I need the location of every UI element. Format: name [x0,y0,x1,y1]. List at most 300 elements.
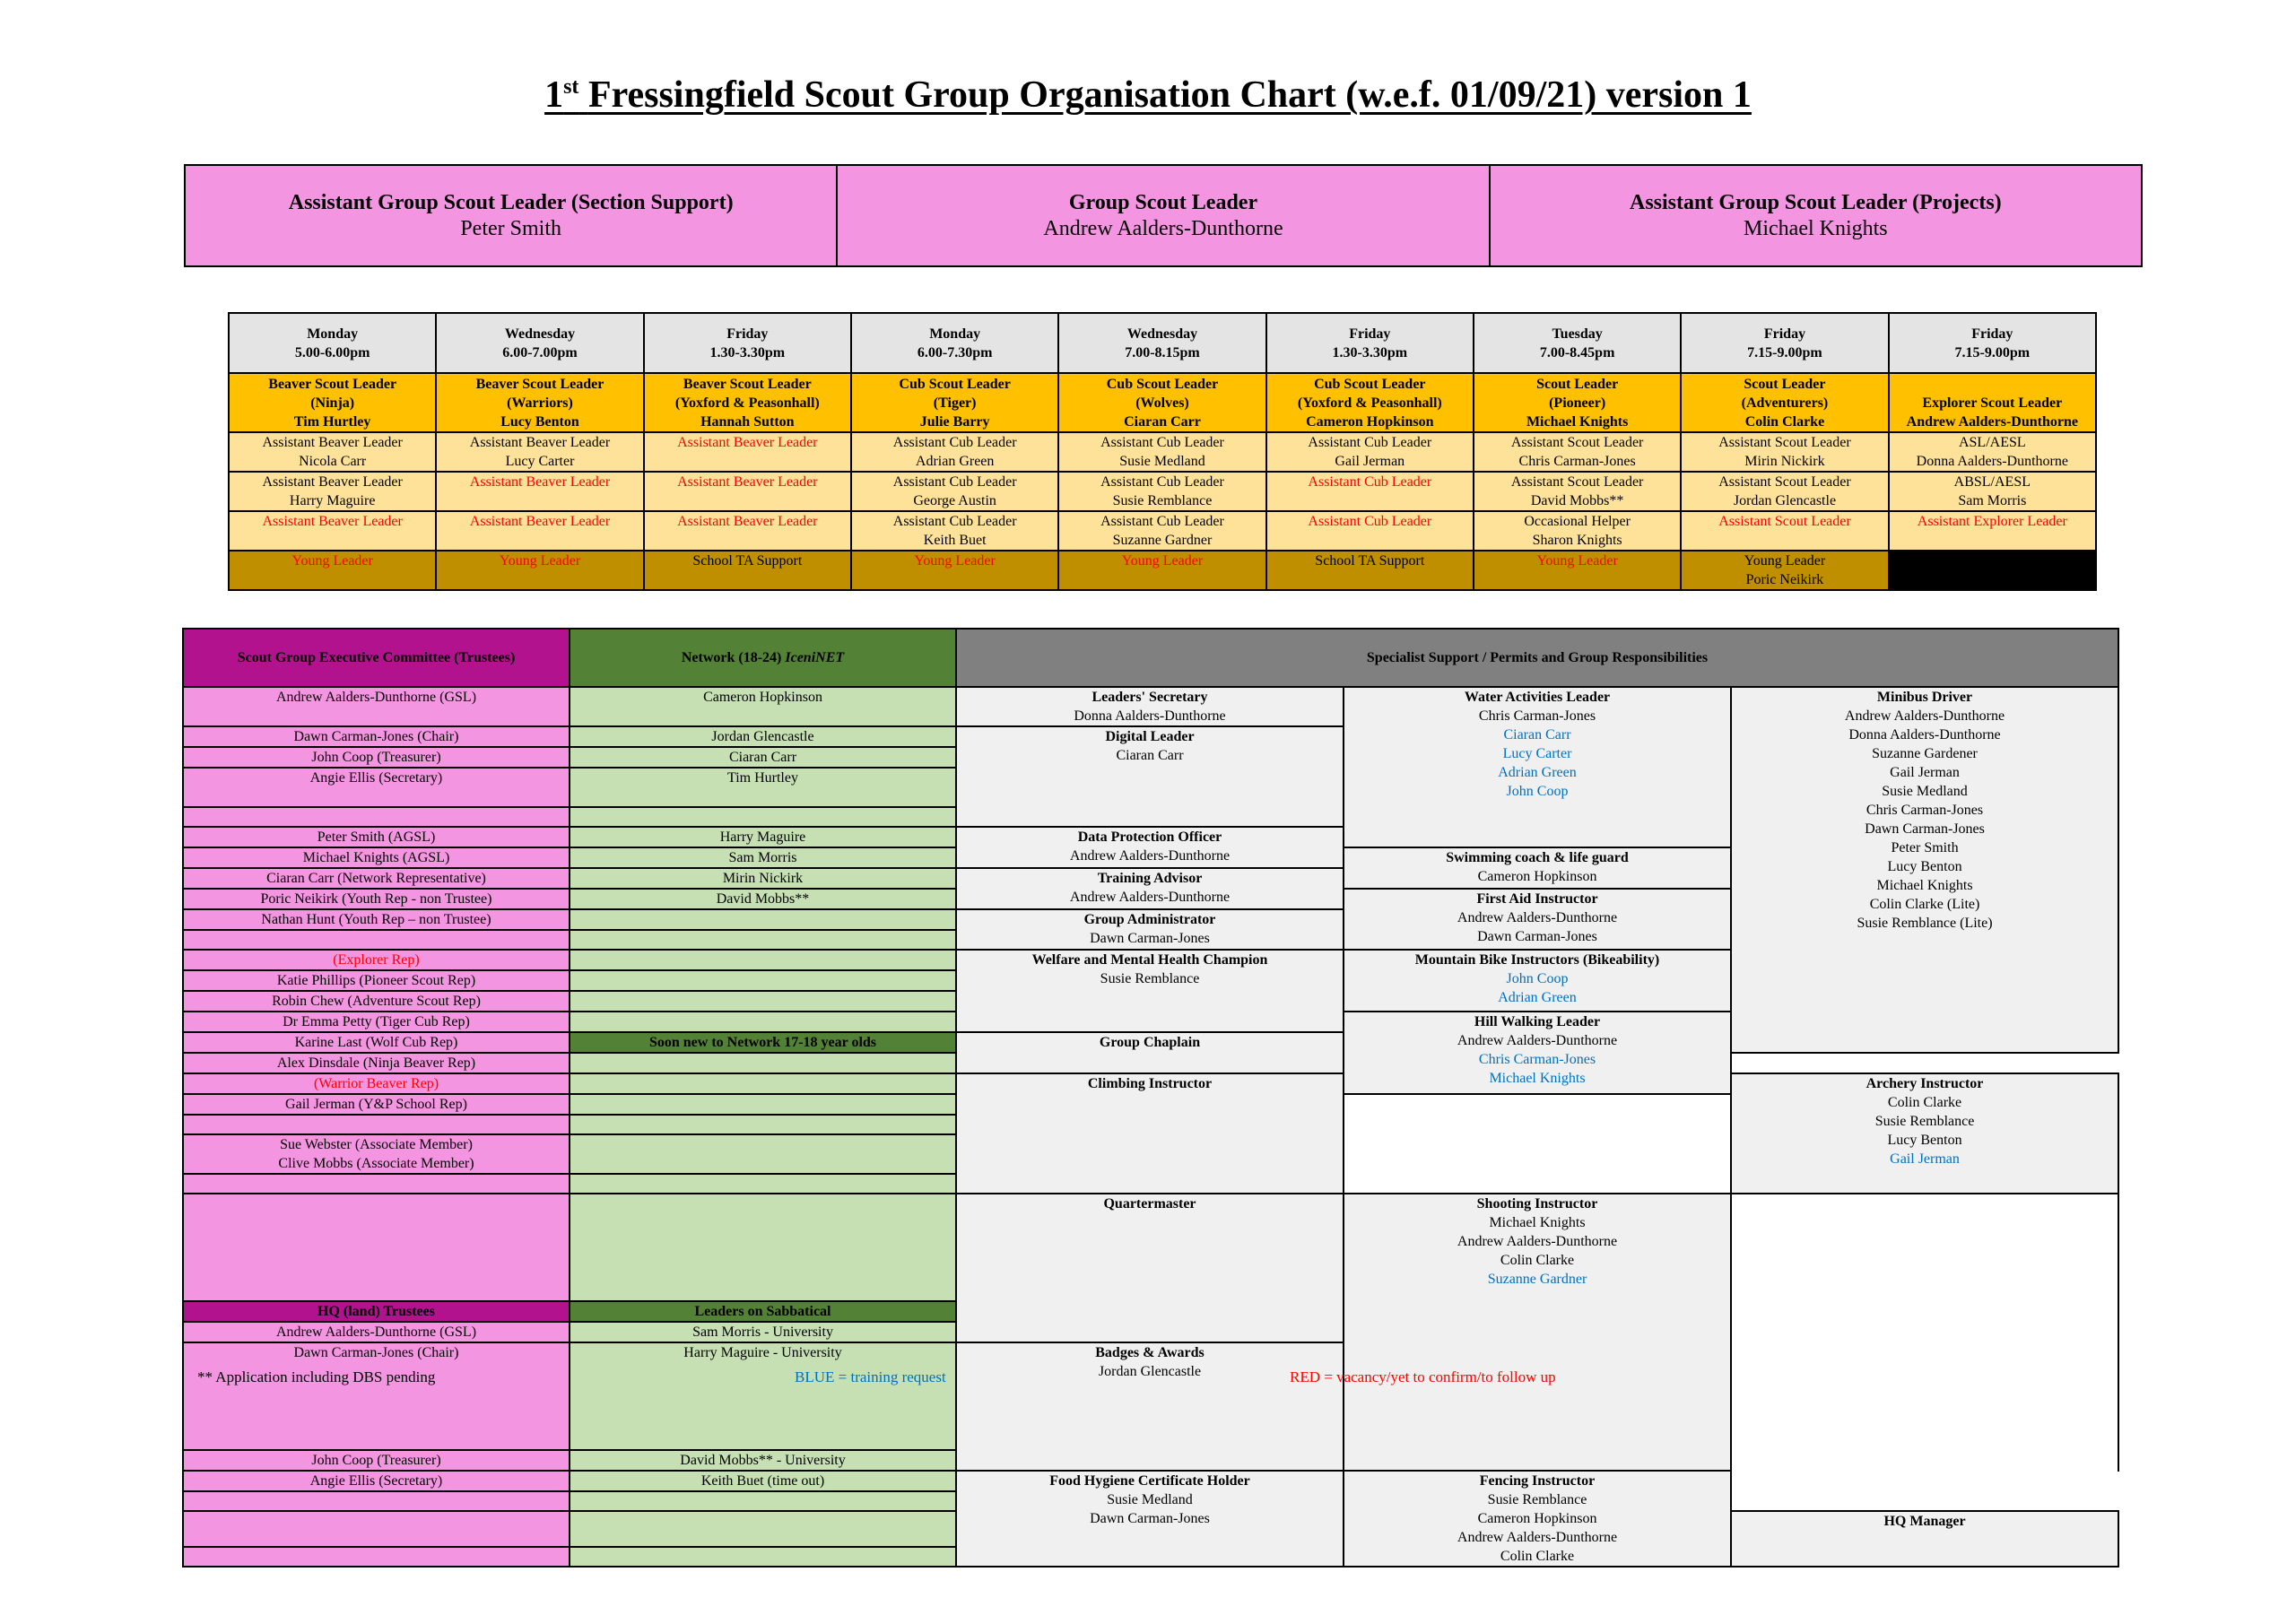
committee-spacer [183,930,570,950]
fencing-cell [1344,1471,1731,1567]
sabbatical-member: Keith Buet (time out) [570,1471,956,1491]
network-spacer [570,991,956,1012]
section-name: (Pioneer) [1549,395,1606,411]
sabbatical-member: Harry Maguire - University [570,1342,956,1451]
section-day: Tuesday [1552,326,1603,342]
young-leader-role: School TA Support [692,553,803,569]
committee-spacer [183,1491,570,1511]
top-leader-role: Assistant Group Scout Leader (Section Support) [288,190,734,214]
assistant-role: Assistant Cub Leader [1100,435,1224,450]
assistant-role: Assistant Scout Leader [1718,514,1851,529]
section-leader-role: Scout Leader [1744,377,1826,392]
digital-leader-cell [956,726,1344,827]
assistant-name: Susie Medland [1119,454,1205,469]
section-name: (Tiger) [933,395,977,411]
young-leader-role: Young Leader [291,553,373,569]
section-day: Wednesday [504,326,576,342]
section-leader-role: Explorer Scout Leader [1922,395,2063,411]
top-leader-cell [185,165,837,266]
shooting-name: Michael Knights [1489,1215,1586,1230]
section-time: 7.00-8.15pm [1125,344,1200,360]
digital-leader-name: Ciaran Carr [1116,748,1184,763]
section-day-cell [1058,313,1265,373]
section-leaders-row [229,373,2096,432]
assistant-cell [1266,472,1474,511]
swimming-cell [1344,847,1731,889]
top-leader-role: Assistant Group Scout Leader (Projects) [1630,190,2002,214]
title-prefix: 1 [544,74,564,116]
title-text: Fressingfield Scout Group Organisation Chart (w.e.f. 01/09/21) version 1 [587,74,1752,116]
network-spacer [570,1115,956,1134]
chaplain-title: Group Chaplain [1099,1035,1201,1050]
committee-member: Angie Ellis (Secretary) [183,768,570,807]
group-admin-title: Group Administrator [1083,912,1216,927]
committee-spacer [183,1511,570,1547]
assistant-name: Suzanne Gardner [1112,533,1213,548]
network-member: Jordan Glencastle [570,726,956,747]
mountain-bike-trainee: Adrian Green [1498,990,1577,1005]
sabbatical-member: Sam Morris - University [570,1322,956,1342]
section-leader-role: Scout Leader [1536,377,1619,392]
mountain-bike-trainee: John Coop [1506,971,1569,986]
assistant-role: Assistant Beaver Leader [677,474,818,490]
section-time: 6.00-7.00pm [502,344,578,360]
top-leader-role: Group Scout Leader [1068,190,1258,214]
network-member: Sam Morris [570,847,956,868]
assistant-cell [644,472,851,511]
assistant-role: Assistant Scout Leader [1718,435,1851,450]
empty-black-cell [1889,551,2096,590]
network-spacer [570,1174,956,1194]
young-leader-cell [229,551,436,590]
assistant-role: Assistant Cub Leader [1100,474,1224,490]
assistant-role: Assistant Beaver Leader [262,474,403,490]
section-leader-role: Beaver Scout Leader [683,377,812,392]
committee-spacer [183,1194,570,1301]
section-day-cell [436,313,643,373]
hill-walking-trainee: Michael Knights [1489,1071,1586,1086]
assistant-role: Assistant Cub Leader [1308,514,1432,529]
hq-manager-title: HQ Manager [1883,1514,1966,1529]
young-leader-cell [1474,551,1681,590]
committee-spacer [183,1174,570,1194]
network-member: Mirin Nickirk [570,868,956,889]
committee-member: Katie Phillips (Pioneer Scout Rep) [183,970,570,991]
network-header-italic: IceniNET [785,650,845,665]
top-leader-name: Peter Smith [460,216,561,240]
section-name: (Adventurers) [1741,395,1829,411]
assistant-cell [1681,511,1888,551]
section-leader-cell [1058,373,1265,432]
assistant-role: Assistant Scout Leader [1718,474,1851,490]
assistant-role: Assistant Beaver Leader [262,514,403,529]
assistant-name: Sam Morris [1958,493,2027,508]
archery-name: Colin Clarke [1887,1095,1962,1110]
assistant-role: Assistant Cub Leader [1308,474,1432,490]
network-spacer [570,909,956,930]
minibus-driver-name: Donna Aalders-Dunthorne [1848,727,2001,743]
fencing-name: Colin Clarke [1500,1549,1575,1564]
young-leader-cell [436,551,643,590]
shooting-trainee: Suzanne Gardner [1487,1272,1587,1287]
assistant-role: Occasional Helper [1524,514,1631,529]
network-member: Tim Hurtley [570,768,956,807]
section-day-cell [229,313,436,373]
assistant-role: Assistant Cub Leader [892,514,1017,529]
responsibilities-table [182,628,2119,1568]
assistant-cell [1266,511,1474,551]
committee-member: Gail Jerman (Y&P School Rep) [183,1094,570,1115]
assistant-cell [851,511,1058,551]
food-hygiene-name: Dawn Carman-Jones [1090,1511,1210,1526]
network-header [570,629,956,687]
leaders-secretary-name: Donna Aalders-Dunthorne [1074,708,1226,724]
assistant-cell [1889,511,2096,551]
section-leader-name: Ciaran Carr [1124,414,1201,430]
assistant-name: Nicola Carr [299,454,367,469]
minibus-driver-name: Michael Knights [1876,878,1973,893]
assistant-role: Assistant Beaver Leader [677,514,818,529]
archery-name: Lucy Benton [1887,1133,1962,1148]
assistant-name: Susie Remblance [1112,493,1213,508]
young-leader-role: School TA Support [1315,553,1425,569]
top-leaders-table [184,164,2143,267]
specialist-header: Specialist Support / Permits and Group Responsibilities [956,629,2118,687]
food-hygiene-cell [956,1471,1344,1567]
minibus-driver-cell [1731,687,2118,1053]
archery-title: Archery Instructor [1866,1076,1984,1091]
title-superscript: st [563,75,579,99]
committee-member: Dr Emma Petty (Tiger Cub Rep) [183,1012,570,1032]
section-time: 6.00-7.30pm [917,344,993,360]
section-time: 1.30-3.30pm [1332,344,1408,360]
hill-walking-title: Hill Walking Leader [1474,1014,1601,1029]
section-day: Wednesday [1126,326,1198,342]
assistant-role: Assistant Beaver Leader [677,435,818,450]
section-leader-name: Tim Hurtley [293,414,371,430]
section-day: Friday [1971,326,2013,342]
water-activities-name: Chris Carman-Jones [1478,708,1596,724]
badges-title: Badges & Awards [1095,1344,1205,1360]
assistant-name: Mirin Nickirk [1744,454,1825,469]
network-spacer [570,1547,956,1567]
committee-member: Andrew Aalders-Dunthorne (GSL) [183,687,570,726]
young-leader-cell [1266,551,1474,590]
young-leader-cell [1058,551,1265,590]
assistant-cell [229,432,436,472]
network-member: David Mobbs** [570,889,956,909]
group-admin-cell [956,909,1344,950]
assistant-role: Assistant Scout Leader [1510,474,1644,490]
network-spacer [570,950,956,970]
assistant-role: ABSL/AESL [1953,474,2031,490]
top-leader-name: Andrew Aalders-Dunthorne [1043,216,1283,240]
assistant-name: Lucy Carter [505,454,575,469]
assistant-cell [1889,472,2096,511]
leaders-secretary-title: Leaders' Secretary [1091,690,1208,705]
network-spacer [570,807,956,827]
assistant-cell [644,511,851,551]
assistant-cell [436,432,643,472]
section-day-cell [1889,313,2096,373]
committee-member: Nathan Hunt (Youth Rep – non Trustee) [183,909,570,930]
section-time: 1.30-3.30pm [709,344,786,360]
young-leader-cell [851,551,1058,590]
committee-member: Clive Mobbs (Associate Member) [278,1156,474,1171]
committee-header: Scout Group Executive Committee (Trustees) [183,629,570,687]
committee-member: Poric Neikirk (Youth Rep - non Trustee) [183,889,570,909]
water-activities-trainee: Lucy Carter [1502,746,1572,761]
committee-member: Dawn Carman-Jones (Chair) [183,726,570,747]
top-leader-cell [837,165,1489,266]
young-leader-cell [644,551,851,590]
section-leader-cell [644,373,851,432]
leaders-secretary-cell [956,687,1344,726]
section-name: (Warriors) [507,395,573,411]
assistant-row [229,472,2096,511]
quartermaster-title: Quartermaster [1103,1196,1196,1211]
assistant-cell [1058,511,1265,551]
network-header-main: Network (18-24) [681,650,786,665]
young-leader-name: Poric Neikirk [1745,572,1824,587]
hq-trustees-header: HQ (land) Trustees [183,1301,570,1322]
assistant-cell [1681,472,1888,511]
young-leader-role: Young Leader [1744,553,1826,569]
first-aid-title: First Aid Instructor [1476,891,1598,907]
assistant-name: Harry Maguire [289,493,376,508]
assistant-cell [1474,511,1681,551]
archery-name: Susie Remblance [1874,1114,1975,1129]
assistant-name: Adrian Green [915,454,995,469]
assistant-role: Assistant Cub Leader [892,474,1017,490]
committee-member: Alex Dinsdale (Ninja Beaver Rep) [183,1053,570,1073]
young-leader-role: Young Leader [1121,553,1204,569]
water-activities-title: Water Activities Leader [1464,690,1611,705]
section-day: Monday [307,326,359,342]
network-spacer [570,930,956,950]
committee-member: Ciaran Carr (Network Representative) [183,868,570,889]
archery-cell [1731,1073,2118,1194]
sabbatical-member: David Mobbs** - University [570,1450,956,1471]
assistant-cell [1266,432,1474,472]
assistant-name: Donna Aalders-Dunthorne [1916,454,2068,469]
water-activities-trainee: John Coop [1506,784,1569,799]
section-leader-name: Cameron Hopkinson [1306,414,1434,430]
assistant-name: Gail Jerman [1335,454,1405,469]
fencing-name: Susie Remblance [1487,1492,1587,1507]
soon-network-header: Soon new to Network 17-18 year olds [570,1032,956,1053]
assistant-cell [436,472,643,511]
section-leader-role: Beaver Scout Leader [268,377,397,392]
minibus-driver-name: Susie Remblance (Lite) [1857,916,1993,931]
climbing-title: Climbing Instructor [1087,1076,1213,1091]
young-leader-role: Young Leader [1536,553,1618,569]
minibus-driver-name: Peter Smith [1891,840,1959,855]
page-title [0,70,2296,120]
hq-trustee: Andrew Aalders-Dunthorne (GSL) [183,1322,570,1342]
hq-trustee: John Coop (Treasurer) [183,1450,570,1471]
section-time: 7.00-8.45pm [1539,344,1615,360]
welfare-title: Welfare and Mental Health Champion [1031,952,1268,968]
section-day-cell [851,313,1058,373]
data-protection-name: Andrew Aalders-Dunthorne [1069,848,1231,864]
committee-member: Robin Chew (Adventure Scout Rep) [183,991,570,1012]
first-aid-name: Dawn Carman-Jones [1477,929,1597,944]
swimming-name: Cameron Hopkinson [1477,869,1597,884]
assistant-role: Assistant Beaver Leader [469,474,611,490]
badges-cell [956,1342,1344,1472]
young-leaders-row [229,551,2096,590]
welfare-cell [956,950,1344,1032]
archery-trainee: Gail Jerman [1890,1151,1960,1167]
days-row [229,313,2096,373]
network-spacer [570,970,956,991]
hq-trustee: Dawn Carman-Jones (Chair) [183,1342,570,1451]
training-advisor-title: Training Advisor [1097,871,1203,886]
assistant-name: Jordan Glencastle [1733,493,1837,508]
legend-blue: BLUE = training request [795,1368,946,1385]
committee-spacer [183,1115,570,1134]
assistant-role: Assistant Explorer Leader [1917,514,2067,529]
minibus-driver-name: Gail Jerman [1890,765,1960,780]
section-day-cell [1681,313,1888,373]
associate-members-cell [183,1134,570,1174]
food-hygiene-title: Food Hygiene Certificate Holder [1049,1473,1250,1489]
shooting-name: Andrew Aalders-Dunthorne [1457,1234,1618,1249]
section-name: (Wolves) [1135,395,1189,411]
section-leader-role: Cub Scout Leader [1314,377,1426,392]
assistant-role: ASL/AESL [1958,435,2026,450]
mountain-bike-cell [1344,950,1731,1012]
section-leader-role: Cub Scout Leader [899,377,1011,392]
network-member: Ciaran Carr [570,747,956,768]
network-member: Harry Maguire [570,827,956,847]
assistant-name: Sharon Knights [1532,533,1622,548]
training-advisor-name: Andrew Aalders-Dunthorne [1069,890,1231,905]
hill-walking-cell [1344,1012,1731,1094]
shooting-cell [1344,1194,1731,1471]
section-leader-name: Colin Clarke [1744,414,1825,430]
swimming-title: Swimming coach & life guard [1446,850,1629,865]
committee-member: Michael Knights (AGSL) [183,847,570,868]
young-leader-role: Young Leader [914,553,996,569]
section-name: (Yoxford & Peasonhall) [674,395,820,411]
first-aid-cell [1344,889,1731,950]
network-spacer [570,1073,956,1094]
minibus-driver-name: Susie Medland [1882,784,1968,799]
minibus-driver-name: Andrew Aalders-Dunthorne [1844,708,2005,724]
section-time: 7.15-9.00pm [1954,344,2031,360]
committee-spacer [183,1547,570,1567]
shooting-title: Shooting Instructor [1476,1196,1598,1211]
section-day: Monday [929,326,981,342]
assistant-cell [229,472,436,511]
fencing-name: Cameron Hopkinson [1477,1511,1597,1526]
group-admin-name: Dawn Carman-Jones [1090,931,1210,946]
top-leader-cell [1490,165,2142,266]
assistant-cell [851,472,1058,511]
network-spacer [570,1491,956,1511]
water-activities-trainee: Ciaran Carr [1503,727,1571,743]
sections-table [228,312,2097,591]
welfare-name: Susie Remblance [1100,971,1200,986]
section-name: (Ninja) [310,395,355,411]
data-protection-cell [956,827,1344,868]
section-day-cell [1266,313,1474,373]
committee-member: John Coop (Treasurer) [183,747,570,768]
section-leader-name: Lucy Benton [500,414,579,430]
hill-walking-name: Andrew Aalders-Dunthorne [1457,1033,1618,1048]
committee-member: Peter Smith (AGSL) [183,827,570,847]
minibus-driver-name: Lucy Benton [1887,859,1962,874]
minibus-driver-name: Dawn Carman-Jones [1865,821,1985,837]
badges-name: Jordan Glencastle [1098,1363,1202,1379]
young-leader-role: Young Leader [499,553,581,569]
section-leader-cell [1681,373,1888,432]
assistant-name: Chris Carman-Jones [1518,454,1636,469]
water-activities-cell [1344,687,1731,847]
sabbatical-header: Leaders on Sabbatical [570,1301,956,1322]
assistant-role: Assistant Scout Leader [1510,435,1644,450]
assistant-role: Assistant Cub Leader [1100,514,1224,529]
committee-member-vacancy: (Explorer Rep) [183,950,570,970]
food-hygiene-name: Susie Medland [1107,1492,1193,1507]
assistant-cell [229,511,436,551]
assistant-row [229,511,2096,551]
section-day: Friday [1763,326,1806,342]
hq-trustee: Angie Ellis (Secretary) [183,1471,570,1491]
assistant-role: Assistant Cub Leader [892,435,1017,450]
section-day-cell [644,313,851,373]
network-spacer [570,1094,956,1115]
assistant-cell [1681,432,1888,472]
data-protection-title: Data Protection Officer [1077,829,1222,845]
committee-member-vacancy: (Warrior Beaver Rep) [183,1073,570,1094]
assistant-cell [1474,472,1681,511]
assistant-cell [1889,432,2096,472]
assistant-name: David Mobbs** [1530,493,1624,508]
section-name: (Yoxford & Peasonhall) [1297,395,1442,411]
assistant-row [229,432,2096,472]
water-activities-trainee: Adrian Green [1498,765,1577,780]
minibus-driver-title: Minibus Driver [1876,690,1973,705]
hill-walking-trainee: Chris Carman-Jones [1478,1052,1596,1067]
assistant-role: Assistant Cub Leader [1308,435,1432,450]
digital-leader-title: Digital Leader [1105,729,1195,744]
section-day-cell [1474,313,1681,373]
section-leader-name: Hannah Sutton [700,414,795,430]
network-spacer [570,1194,956,1301]
network-member: Cameron Hopkinson [570,687,956,726]
section-leader-role: Cub Scout Leader [1106,377,1219,392]
section-leader-cell [229,373,436,432]
section-leader-cell [1474,373,1681,432]
section-time: 5.00-6.00pm [294,344,370,360]
climbing-cell [956,1073,1344,1194]
minibus-driver-name: Suzanne Gardener [1872,746,1978,761]
network-spacer [570,1012,956,1032]
training-advisor-cell [956,868,1344,909]
assistant-cell [851,432,1058,472]
assistant-cell [1058,472,1265,511]
minibus-driver-name: Colin Clarke (Lite) [1869,897,1980,912]
section-leader-cell [851,373,1058,432]
assistant-role: Assistant Beaver Leader [262,435,403,450]
section-day: Friday [1349,326,1391,342]
young-leader-cell [1681,551,1888,590]
fencing-name: Andrew Aalders-Dunthorne [1457,1530,1618,1545]
section-leader-cell [436,373,643,432]
